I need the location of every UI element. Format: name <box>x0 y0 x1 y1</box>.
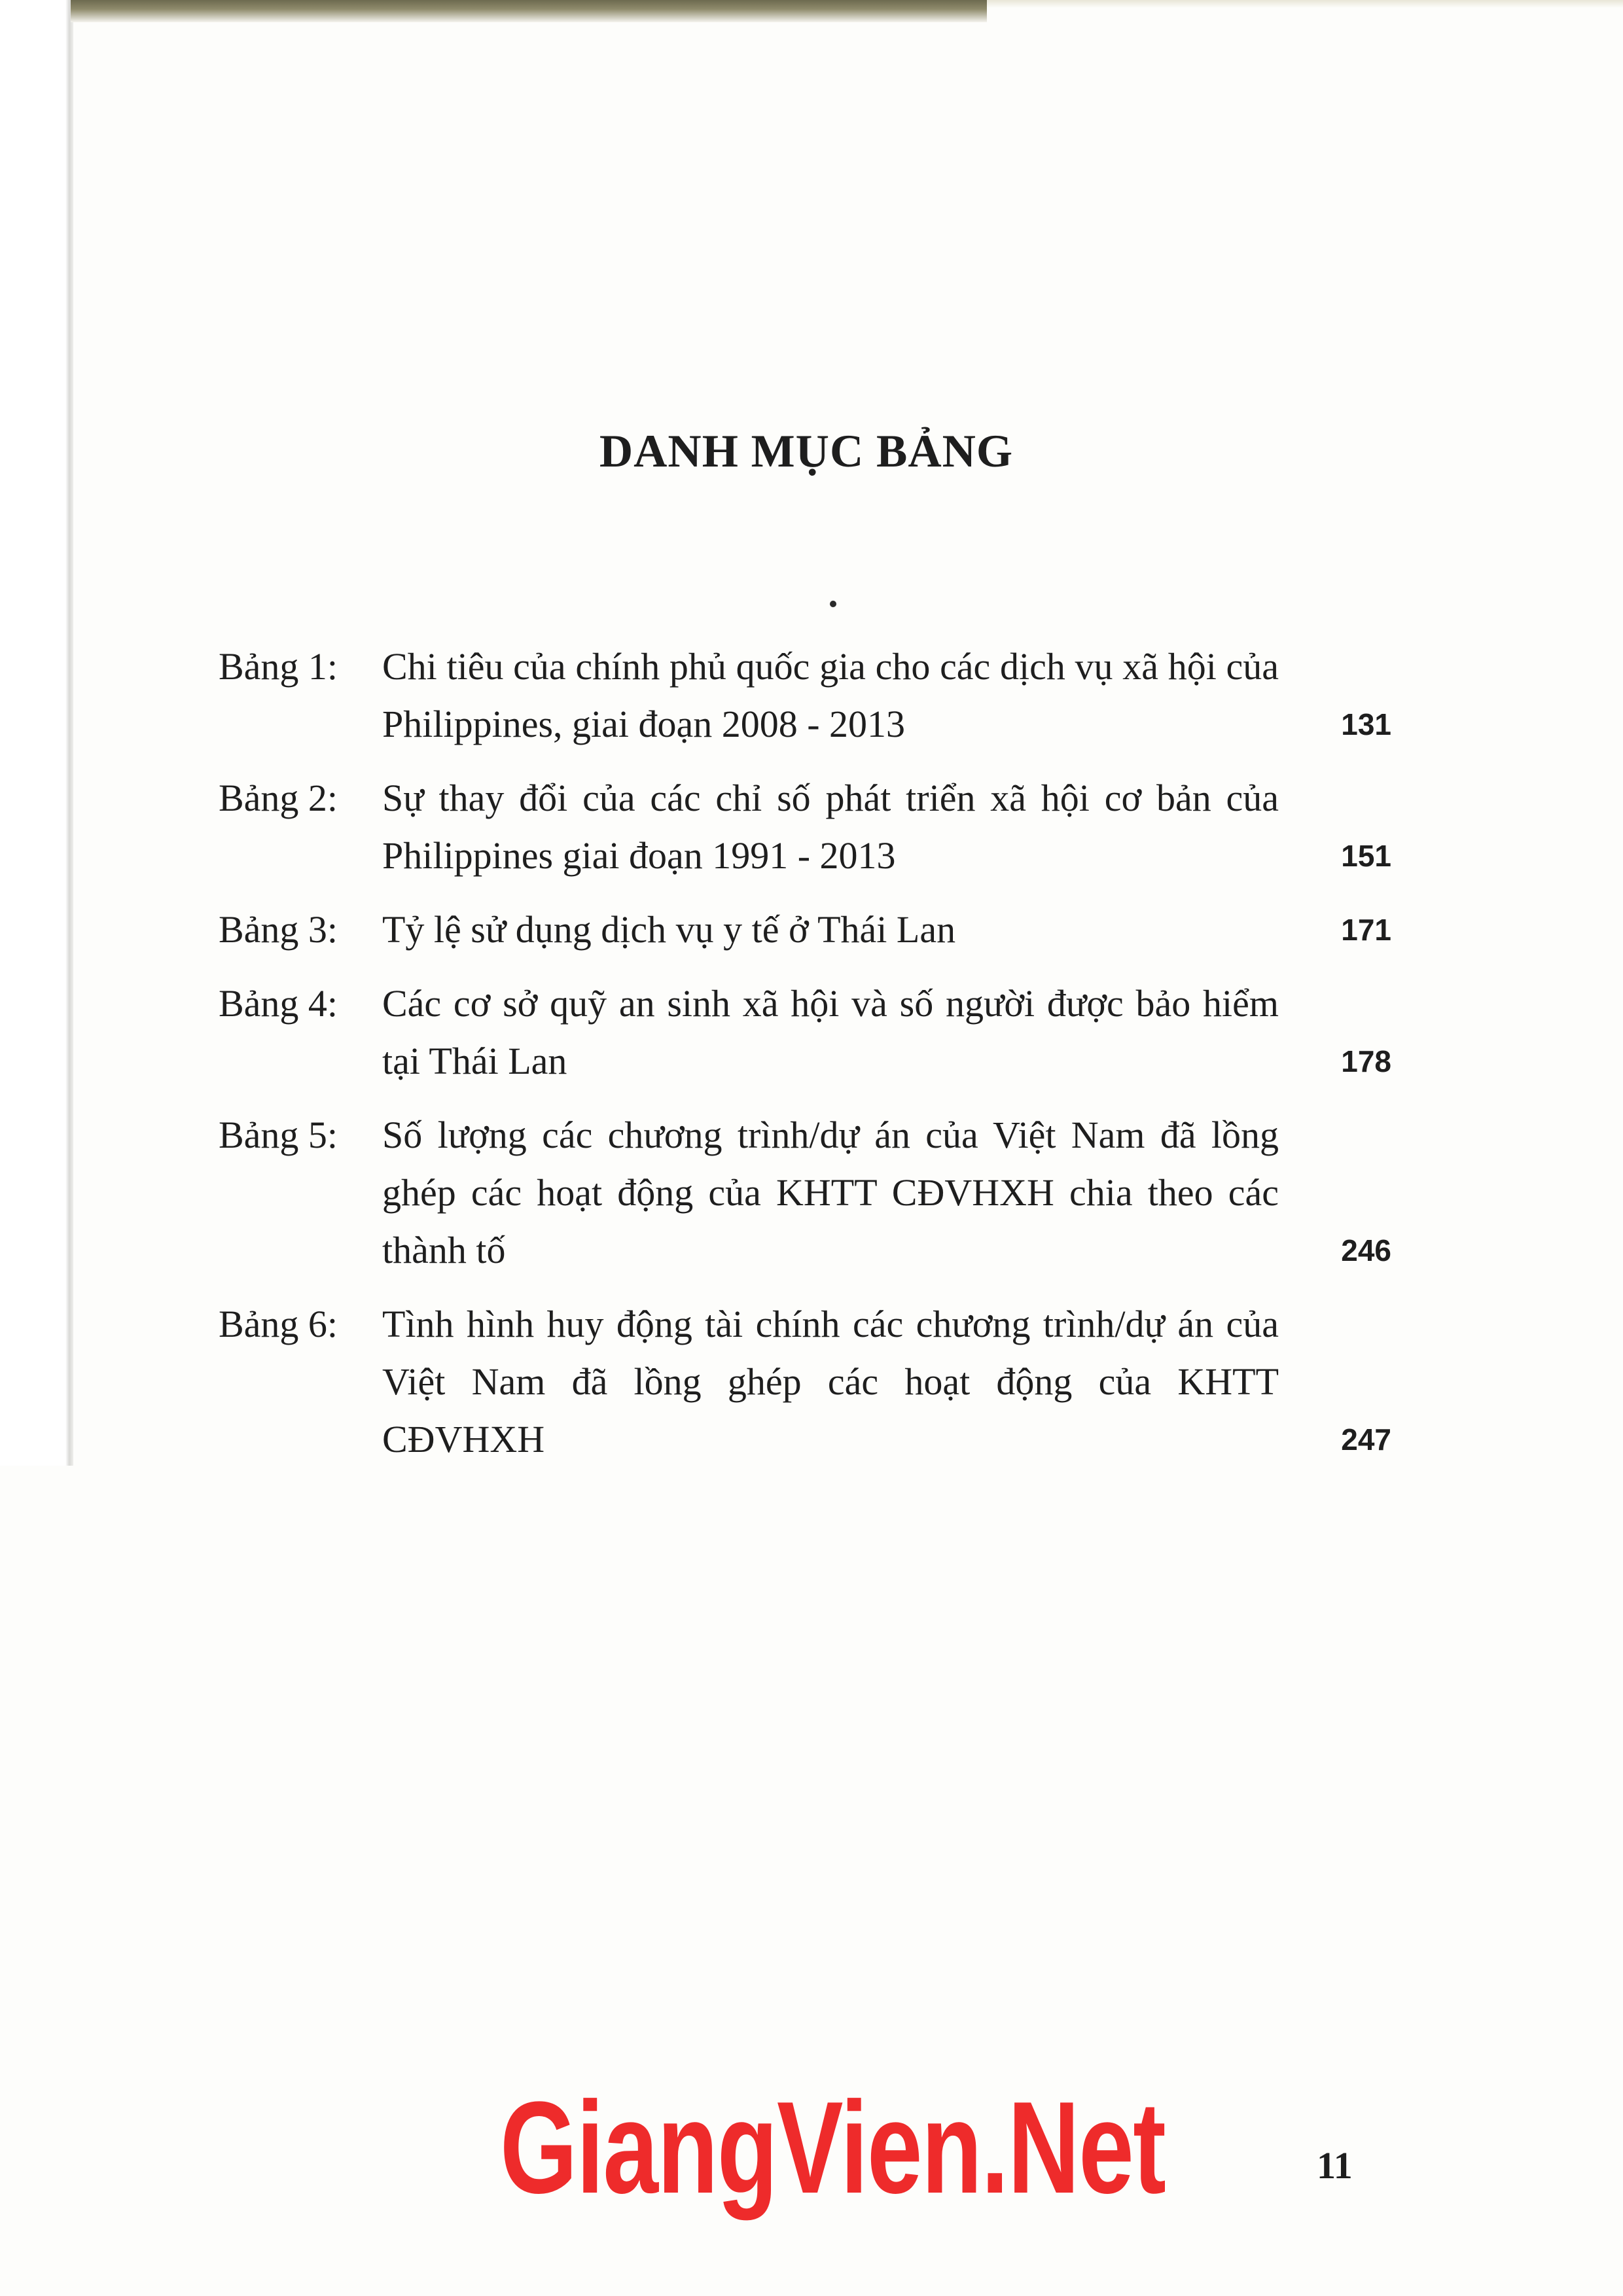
entry-title: Tình hình huy động tài chính các chương trình/dự án của Việt Nam đã lồng ghép các hoạt động của KHTT CĐVHXH <box>382 1303 1279 1460</box>
entry-page-number: 151 <box>1341 839 1391 873</box>
entry-page-number: 131 <box>1341 707 1391 741</box>
table-entry-4[interactable] <box>219 975 1391 1090</box>
entry-page-number: 178 <box>1341 1044 1391 1078</box>
scan-edge-left <box>0 0 73 1466</box>
page-number: 11 <box>1317 2144 1353 2187</box>
entry-title: Sự thay đổi của các chỉ số phát triển xã hội cơ bản của Philippines giai đoạn 1991 - 2013 <box>382 777 1279 877</box>
table-entry-3[interactable] <box>219 901 1391 959</box>
entry-page-number: 246 <box>1341 1233 1391 1267</box>
table-entry-1[interactable] <box>219 638 1391 753</box>
entry-label: Bảng 6: <box>219 1303 338 1345</box>
entry-label: Bảng 4: <box>219 982 338 1025</box>
table-entry-6[interactable] <box>219 1296 1391 1468</box>
entry-title: Các cơ sở quỹ an sinh xã hội và số người được bảo hiểm tại Thái Lan <box>382 982 1279 1082</box>
entry-title: Tỷ lệ sử dụng dịch vụ y tế ở Thái Lan <box>382 908 956 951</box>
entry-label: Bảng 2: <box>219 777 338 819</box>
table-entry-5[interactable] <box>219 1106 1391 1279</box>
table-list <box>219 638 1391 1485</box>
entry-title: Chi tiêu của chính phủ quốc gia cho các dịch vụ xã hội của Philippines, giai đoạn 2008 - 2013 <box>382 645 1279 745</box>
scan-edge-top-right <box>987 0 1623 8</box>
stray-dot <box>830 601 836 607</box>
scan-edge-top <box>71 0 987 22</box>
entry-label: Bảng 3: <box>219 908 338 951</box>
watermark-logo[interactable]: GiangVien.Net <box>500 2075 1166 2221</box>
page-title: DANH MỤC BẢNG <box>599 426 1014 477</box>
entry-label: Bảng 1: <box>219 645 338 688</box>
entry-page-number: 247 <box>1341 1422 1391 1457</box>
entry-label: Bảng 5: <box>219 1114 338 1156</box>
entry-page-number: 171 <box>1341 913 1391 947</box>
table-entry-2[interactable] <box>219 769 1391 885</box>
entry-title: Số lượng các chương trình/dự án của Việt Nam đã lồng ghép các hoạt động của KHTT CĐVHXH chia theo các thành tố <box>382 1114 1279 1271</box>
